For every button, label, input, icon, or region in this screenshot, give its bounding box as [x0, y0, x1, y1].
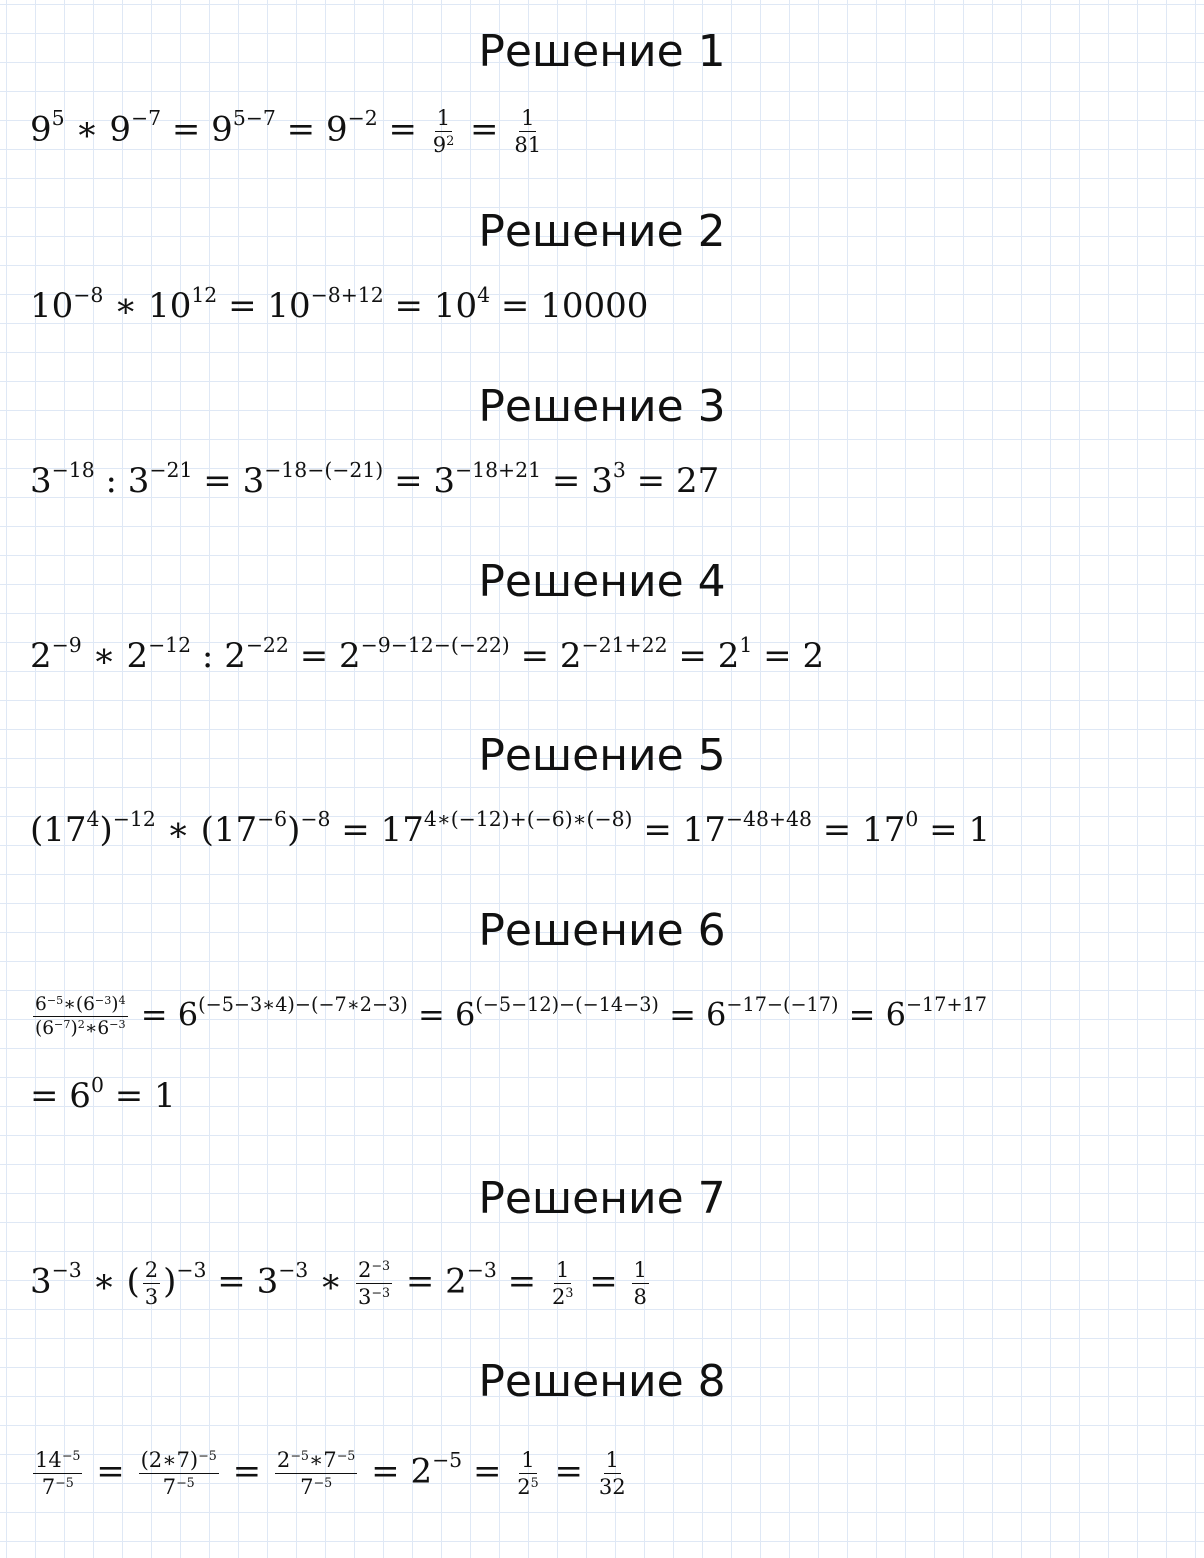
solution-6-equation-line-1: $\frac{6^{-5}∗(6^{-3})^4}{(6^{-7})^2∗6^{-3}}$ = $6^{(-5-3∗4)-(-7∗2-3)} = 6^{(-5-12)-(-14-3)} = 6^{-17-(-17)} = 6^{-17+17}$ [35, 992, 987, 1040]
fraction: $\frac{1}{8}$ [633, 1257, 647, 1310]
fraction: $\frac{1}{2^3}$ [551, 1257, 574, 1310]
solution-4-equation: $2^{-9}$ ∗ $2^{-12}$ : $2^{-22} = 2^{-9-12-(-22)} = 2^{-21+22} = 2^1 = 2$ [30, 632, 825, 676]
fraction: $\frac{1}{32}$ [598, 1447, 626, 1500]
solution-5-heading: Решение 5 [478, 730, 726, 781]
fraction: $\frac{6^{-5}∗(6^{-3})^4}{(6^{-7})^2∗6^{-3}}$ [35, 993, 126, 1040]
fraction: $\frac{1}{9^2}$ [432, 105, 455, 158]
solution-4-heading: Решение 4 [478, 556, 726, 607]
solution-6-equation-line-2: = $6^0 = 1$ [30, 1072, 176, 1116]
fraction: $\frac{1}{2^5}$ [517, 1447, 539, 1500]
solution-7-equation: $3^{-3}$ ∗ ( $\frac{2}{3}$ )$^{-3} = 3^{-3}$ ∗ $\frac{2^{-3}}{3^{-3}}$ = $2^{-3}$ = $\frac{1}{2^3}$ = $\frac{1}{8}$ [30, 1257, 647, 1310]
solution-5-equation: $(17^4)^{-12}$ ∗ $(17^{-6})^{-8} = 17^{4∗(-12)+(-6)∗(-8)} = 17^{-48+48} = 17^0 = 1$ [30, 806, 991, 850]
fraction: $\frac{(2∗7)^{-5}}{7^{-5}}$ [140, 1447, 217, 1500]
fraction: $\frac{2^{-3}}{3^{-3}}$ [358, 1257, 391, 1310]
fraction: $\frac{2^{-5}∗7^{-5}}{7^{-5}}$ [276, 1447, 356, 1500]
solution-1-heading: Решение 1 [478, 26, 726, 77]
solution-8-equation: $\frac{14^{-5}}{7^{-5}}$ = $\frac{(2∗7)^{-5}}{7^{-5}}$ = $\frac{2^{-5}∗7^{-5}}{7^{-5}}$ = $2^{-5}$ = $\frac{1}{2^5}$ = $\frac{1}{32}$ [35, 1447, 626, 1500]
fraction: $\frac{1}{81}$ [514, 105, 542, 158]
solution-7-heading: Решение 7 [478, 1173, 726, 1224]
solution-3-equation: $3^{-18}$ : $3^{-21} = 3^{-18-(-21)} = 3^{-18+21} = 3^3 = 27$ [30, 457, 720, 501]
solution-3-heading: Решение 3 [478, 381, 726, 432]
solution-6-heading: Решение 6 [478, 905, 726, 956]
fraction: $\frac{14^{-5}}{7^{-5}}$ [35, 1447, 81, 1500]
fraction: $\frac{2}{3}$ [144, 1257, 159, 1310]
solution-2-equation: $10^{-8}$ ∗ $10^{12} = 10^{-8+12} = 10^4 = 10000$ [30, 282, 649, 326]
solution-2-heading: Решение 2 [478, 206, 726, 257]
solution-8-heading: Решение 8 [478, 1356, 726, 1407]
solution-1-equation: $9^5$ ∗ $9^{-7} = 9^{5-7} = 9^{-2}$ = $\frac{1}{9^2}$ = $\frac{1}{81}$ [30, 105, 542, 158]
